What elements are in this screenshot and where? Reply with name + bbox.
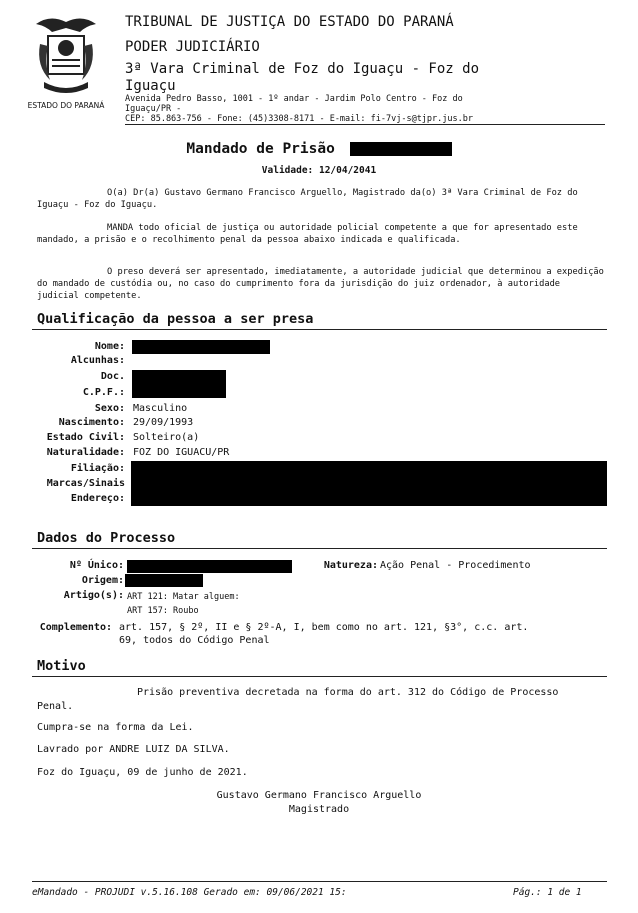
value-naturalidade: FOZ DO IGUACU/PR <box>133 447 230 458</box>
court-branch-cont: Iguaçu <box>125 78 176 94</box>
value-complemento-2: 69, todos do Código Penal <box>119 635 270 646</box>
lavrado-text: Lavrado por ANDRE LUIZ DA SILVA. <box>37 744 230 755</box>
motivo-text-1: Prisão preventiva decretada na forma do art. 312 do Código de Processo <box>137 687 559 698</box>
intro-paragraph-3: O preso deverá ser apresentado, imediatamente, a autoridade judicial que determinou a expedição do mandado de custódia ou, no caso do cumprimento fora da jurisdição do juiz ordenador, à autoridade judicial competente. <box>37 267 604 301</box>
address-line-1: Avenida Pedro Basso, 1001 - 1º andar - Jardim Polo Centro - Foz do <box>125 94 463 104</box>
label-nascimento: Nascimento: <box>58 417 125 428</box>
intro-paragraph-2: MANDA todo oficial de justiça ou autoridade policial competente a que for apresentado este mandado, a prisão e o recolhimento penal da pessoa abaixo indicada e qualificada. <box>37 223 578 245</box>
value-natureza: Ação Penal - Procedimento <box>380 560 531 571</box>
section-rule <box>32 548 607 549</box>
process-heading: Dados do Processo <box>37 530 176 546</box>
label-numero: Nº Único: <box>69 560 124 571</box>
label-marcas: Marcas/Sinais <box>46 478 125 489</box>
redacted-personal-info <box>131 461 607 506</box>
redacted-documents <box>132 370 226 398</box>
label-artigos: Artigo(s): <box>63 590 124 601</box>
signature-name: Gustavo Germano Francisco Arguello <box>216 790 422 801</box>
header-divider <box>125 124 605 125</box>
section-rule <box>32 676 607 677</box>
value-sexo: Masculino <box>133 403 188 414</box>
label-origem: Origem: <box>81 575 124 586</box>
section-rule <box>32 329 607 330</box>
redacted-block <box>350 142 452 156</box>
footer-rule <box>32 881 607 882</box>
label-doc: Doc. <box>100 371 125 382</box>
value-complemento-1: art. 157, § 2º, II e § 2º-A, I, bem como no art. 121, §3°, c.c. art. <box>119 622 529 633</box>
title-text: Mandado de Prisão <box>186 141 335 157</box>
court-name: TRIBUNAL DE JUSTIÇA DO ESTADO DO PARANÁ <box>125 14 454 30</box>
value-artigo-2: ART 157: Roubo <box>127 606 199 616</box>
label-sexo: Sexo: <box>94 403 125 414</box>
label-naturalidade: Naturalidade: <box>46 447 125 458</box>
value-artigo-1: ART 121: Matar alguem: <box>127 592 240 602</box>
motivo-heading: Motivo <box>37 658 86 674</box>
label-estado-civil: Estado Civil: <box>46 432 125 443</box>
intro-paragraph-1: O(a) Dr(a) Gustavo Germano Francisco Arguello, Magistrado da(o) 3ª Vara Criminal de Foz do Iguaçu - Foz do Iguaçu. <box>37 188 578 210</box>
parana-coat-of-arms-icon <box>30 14 102 98</box>
label-filiacao: Filiação: <box>70 463 125 474</box>
address-line-2: Iguaçu/PR - <box>125 104 182 114</box>
value-nascimento: 29/09/1993 <box>133 417 194 428</box>
cumpra-text: Cumpra-se na forma da Lei. <box>37 722 194 733</box>
redacted-origem <box>125 574 203 587</box>
crest-label: ESTADO DO PARANÁ <box>27 101 105 110</box>
value-estado-civil: Solteiro(a) <box>133 432 200 443</box>
label-complemento: Complemento: <box>39 622 112 633</box>
motivo-text-2: Penal. <box>37 701 74 712</box>
footer-info: eMandado - PROJUDI v.5.16.108 Gerado em: 09/06/2021 15: <box>32 887 347 898</box>
label-endereco: Endereço: <box>70 493 125 504</box>
page-number: Pág.: 1 de 1 <box>513 887 582 898</box>
label-nome: Nome: <box>94 341 125 352</box>
redacted-nome <box>132 340 270 354</box>
validity-date: Validade: 12/04/2041 <box>261 165 377 176</box>
label-natureza: Natureza: <box>323 560 378 571</box>
label-alcunhas: Alcunhas: <box>70 355 125 366</box>
signature-role: Magistrado <box>288 804 350 815</box>
court-branch: 3ª Vara Criminal de Foz do Iguaçu - Foz do <box>125 61 480 77</box>
redacted-process-number <box>127 560 292 573</box>
qualification-heading: Qualificação da pessoa a ser presa <box>37 311 314 327</box>
contact-line: CEP: 85.863-756 - Fone: (45)3308-8171 - E-mail: fi-7vj-s@tjpr.jus.br <box>125 114 473 124</box>
judiciary-name: PODER JUDICIÁRIO <box>125 39 260 55</box>
place-date: Foz do Iguaçu, 09 de junho de 2021. <box>37 767 248 778</box>
document-title <box>0 141 638 157</box>
label-cpf: C.P.F.: <box>82 387 125 398</box>
